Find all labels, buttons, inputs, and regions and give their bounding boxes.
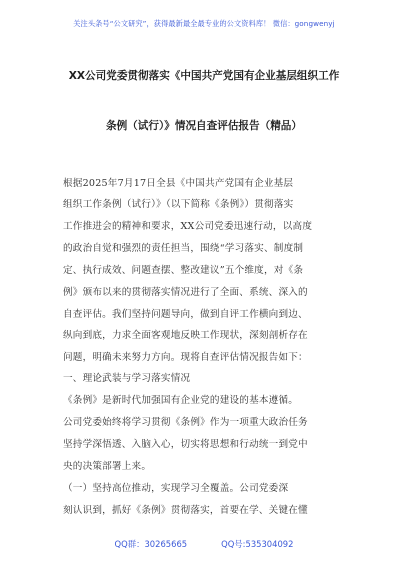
body-line: 组织工作条例（试行）》（以下简称《条例》）贯彻落实 [63,199,294,210]
body-line: 公司党委始终将学习贯彻《条例》作为一项重大政治任务 [63,417,308,428]
body-line: 工作推进会的精神和要求，XX公司党委迅速行动，以高度 [63,221,313,232]
qq-number-text: QQ号:535304092 [221,539,294,549]
promo-banner: 关注头条号“公文研究”，获得最新最全最专业的公文资料库！ 微信：gongwenyj [73,19,335,28]
document-title-line-1: XX公司党委贯彻落实《中国共产党国有企业基层组织工作 [68,70,340,82]
body-line: 刻认识到，抓好《条例》贯彻落实，首要在学、关键在懂 [63,505,308,516]
document-title-line-2: 条例（试行）》情况自查评估报告（精品） [106,120,302,132]
body-line: 纵向到底，力求全面客观地反映工作现状，深刻剖析存在 [63,330,308,341]
body-line: （一）坚持高位推动，实现学习全覆盖。公司党委深 [63,483,289,494]
section-heading: 一、理论武装与学习落实情况 [63,373,191,384]
body-line: 例》颁布以来的贯彻落实情况进行了全面、系统、深入的 [63,287,308,298]
body-line: 坚持学深悟透、入脑入心，切实将思想和行动统一到党中 [63,439,308,450]
body-line: 根据2025年7月17日全县《中国共产党国有企业基层 [63,178,294,189]
body-line: 定、执行成效、问题查摆、整改建议”五个维度，对《条 [63,265,304,276]
body-line: 自查评估。我们坚持问题导向，做到自评工作横向到边、 [63,309,308,320]
body-line: 问题，明确未来努力方向。现将自查评估情况报告如下： [63,352,308,363]
body-line: 的政治自觉和强烈的责任担当，围绕“学习落实、制度制 [63,243,304,254]
body-line: 《条例》是新时代加强国有企业党的建设的基本遵循。 [63,395,299,406]
contact-footer [0,538,408,550]
body-line: 央的决策部署上来。 [63,461,152,472]
qq-group-text: QQ群：30265665 [114,539,188,549]
